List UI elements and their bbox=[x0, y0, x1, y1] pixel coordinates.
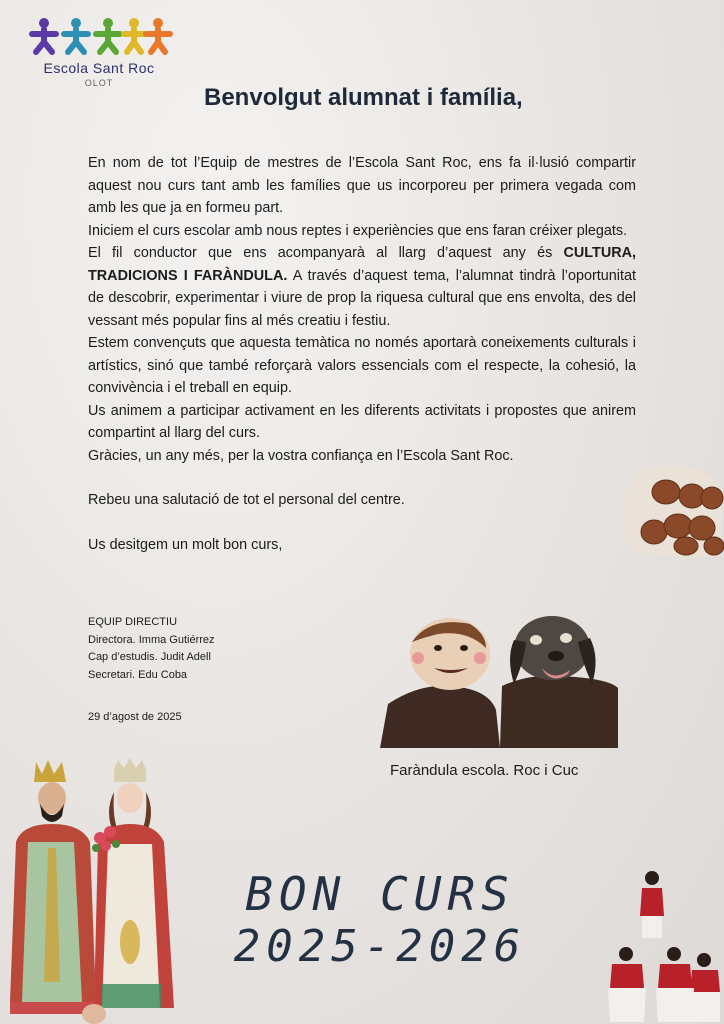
banner-greeting: BON CURS bbox=[245, 867, 515, 921]
banner-year: 2025-2026 bbox=[233, 921, 527, 972]
letter-paragraph bbox=[88, 242, 636, 332]
letter-greeting: Rebeu una salutació de tot el personal del centre. bbox=[88, 492, 405, 508]
photo-caption: Faràndula escola. Roc i Cuc bbox=[390, 762, 579, 779]
signature-head-studies: Cap d’estudis. Judit Adell bbox=[88, 651, 211, 663]
theme-highlight: CULTURA, TRADICIONS I FARÀNDULA. bbox=[88, 245, 636, 284]
signature-director: Directora. Imma Gutiérrez bbox=[88, 633, 215, 646]
letter-closing: Us desitgem un molt bon curs, bbox=[88, 536, 283, 553]
letter-title: Benvolgut alumnat i família, bbox=[204, 84, 523, 111]
letter-body bbox=[88, 152, 636, 556]
letter-date: 29 d’agost de 2025 bbox=[88, 711, 182, 723]
signature-team: EQUIP DIRECTIU bbox=[88, 616, 178, 628]
school-logo bbox=[24, 14, 174, 94]
bon-curs-banner bbox=[220, 866, 540, 972]
signature-block bbox=[88, 614, 215, 684]
letter-paragraph: Iniciem el curs escolar amb nous reptes i experiències que ens faran créixer plegats. bbox=[88, 222, 628, 239]
paragraph-text: A través d’aquest tema, l’alumnat tindrà l’oportunitat de descobrir, experimentar i viure de prop la riquesa cultural que ens envolta, des del vessant més popular fins al més creatiu i festiu. bbox=[88, 267, 636, 329]
logo-figures-icon bbox=[24, 14, 174, 58]
letter-paragraph: En nom de tot l’Equip de mestres de l’Escola Sant Roc, ens fa il·lusió compartir aquest nou curs tant amb les famílies que us incorporeu per primera vegada com amb les que ja en formeu part. bbox=[88, 155, 636, 216]
logo-school-name: Escola Sant Roc bbox=[43, 60, 155, 76]
paragraph-text: El fil conductor que ens acompanyarà al llarg d’aquest any és bbox=[88, 245, 564, 261]
chestnuts-image bbox=[614, 456, 724, 560]
giants-image bbox=[2, 752, 182, 1024]
logo-city: OLOT bbox=[84, 78, 114, 88]
puppets-image bbox=[378, 612, 622, 752]
signature-secretary: Secretari. Edu Coba bbox=[88, 668, 188, 681]
letter-paragraph: Estem convençuts que aquesta temàtica no només aportarà coneixements culturals i artístics, sinó que també reforçarà valors essencials com el respecte, la cohesió, la convivència i el treball en equip. bbox=[88, 335, 636, 396]
letter-paragraph: Us animem a participar activament en les diferents activitats i propostes que anirem compartint al llarg del curs. bbox=[88, 402, 636, 441]
letter-paragraph: Gràcies, un any més, per la vostra confiança en l’Escola Sant Roc. bbox=[88, 447, 514, 464]
castellers-image bbox=[604, 868, 722, 1022]
